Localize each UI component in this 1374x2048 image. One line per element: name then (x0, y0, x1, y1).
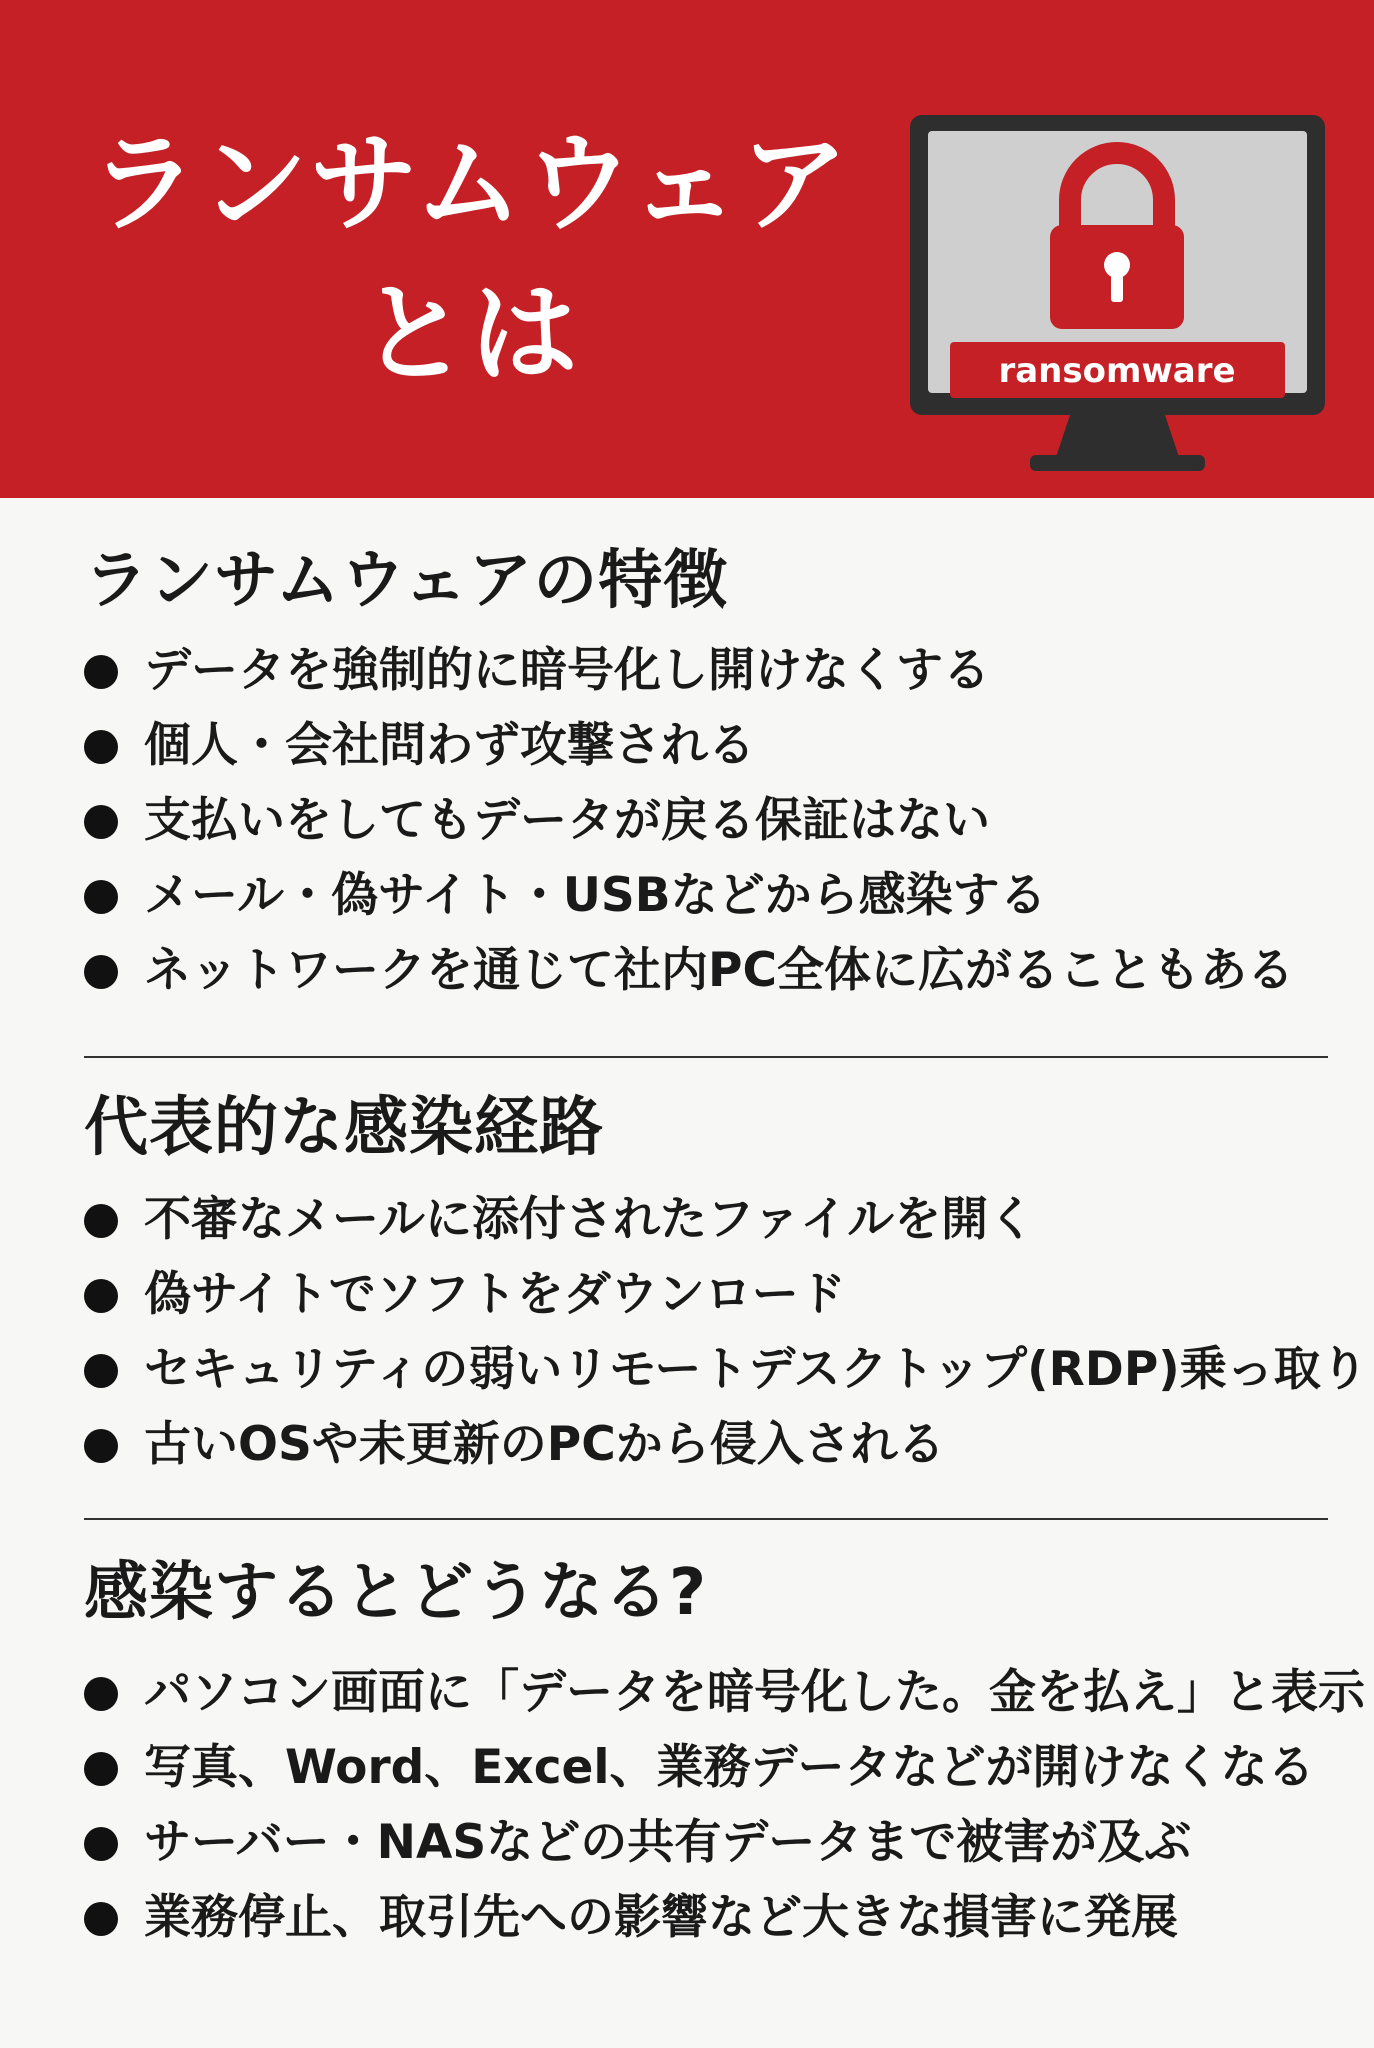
list-item: 古いOSや未更新のPCから侵入される (84, 1407, 1344, 1482)
list-item: 不審なメールに添付されたファイルを開く (84, 1182, 1344, 1257)
list-item: 支払いをしてもデータが戻る保証はない (84, 783, 1344, 858)
list-item: 偽サイトでソフトをダウンロード (84, 1257, 1344, 1332)
bullet-list (84, 1182, 1368, 1482)
list-item: パソコン画面に「データを暗号化した。金を払え」と表示 (84, 1655, 1344, 1730)
list-item: サーバー・NASなどの共有データまで被害が及ぶ (84, 1805, 1344, 1880)
divider (84, 1056, 1328, 1058)
content-area (0, 498, 1374, 2048)
section-infection-routes (84, 1088, 1368, 1482)
section-features (84, 541, 1344, 1008)
title-line-2: とは (359, 272, 580, 397)
header-banner (0, 0, 1374, 498)
list-item: 個人・会社問わず攻撃される (84, 708, 1344, 783)
section-heading: 感染するとどうなる? (84, 1556, 708, 1630)
list-item: データを強制的に暗号化し開けなくする (84, 633, 1344, 708)
bullet-list (84, 633, 1344, 1008)
list-item: 写真、Word、Excel、業務データなどが開けなくなる (84, 1730, 1344, 1805)
section-consequences (84, 1553, 1366, 1955)
padlock-monitor-icon (910, 115, 1325, 485)
section-heading: ランサムウェアの特徴 (84, 544, 729, 618)
section-heading: 代表的な感染経路 (84, 1091, 604, 1165)
divider (84, 1518, 1328, 1520)
list-item: メール・偽サイト・USBなどから感染する (84, 858, 1344, 933)
page-title (60, 110, 880, 410)
list-item: ネットワークを通じて社内PC全体に広がることもある (84, 933, 1344, 1008)
title-line-1: ランサムウェア (89, 122, 851, 247)
bullet-list (84, 1655, 1366, 1955)
list-item: セキュリティの弱いリモートデスクトップ(RDP)乗っ取り (84, 1332, 1344, 1407)
monitor-label: ransomware (998, 351, 1236, 391)
list-item: 業務停止、取引先への影響など大きな損害に発展 (84, 1880, 1344, 1955)
